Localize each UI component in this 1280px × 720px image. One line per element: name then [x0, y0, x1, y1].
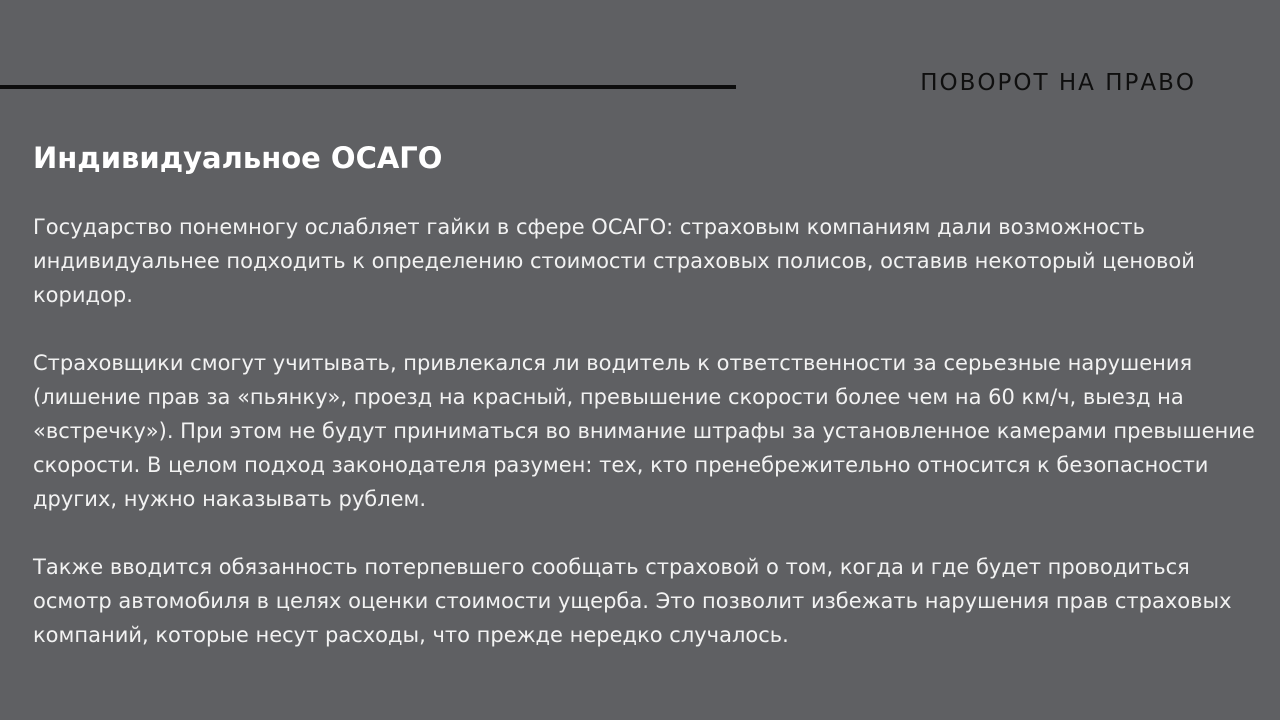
- article-paragraph: Также вводится обязанность потерпевшего сообщать страховой о том, когда и где будет проводиться осмотр автомобиля в целях оценки стоимости ущерба. Это позволит избежать нарушения прав страховых компаний, которые несут расходы, что прежде нередко случалось.: [33, 555, 1232, 647]
- article-paragraph: Государство понемногу ослабляет гайки в сфере ОСАГО: страховым компаниям дали возможность индивидуальнее подходить к определению стоимости страховых полисов, оставив некоторый ценовой коридор.: [33, 215, 1195, 307]
- article-title: Индивидуальное ОСАГО: [33, 141, 443, 175]
- article-paragraph: Страховщики смогут учитывать, привлекался ли водитель к ответственности за серьезные нарушения (лишение прав за «пьянку», проезд на красный, превышение скорости более чем на 60 км/ч, выезд на «встречку»). При этом не будут приниматься во внимание штрафы за установленное камерами превышение скорости. В целом подход законодателя разумен: тех, кто пренебрежительно относится к безопасности других, нужно наказывать рублем.: [33, 351, 1255, 511]
- header-divider-line: [0, 85, 736, 89]
- brand-name: ПОВОРОТ НА ПРАВО: [920, 70, 1196, 96]
- article-body: [33, 210, 1258, 652]
